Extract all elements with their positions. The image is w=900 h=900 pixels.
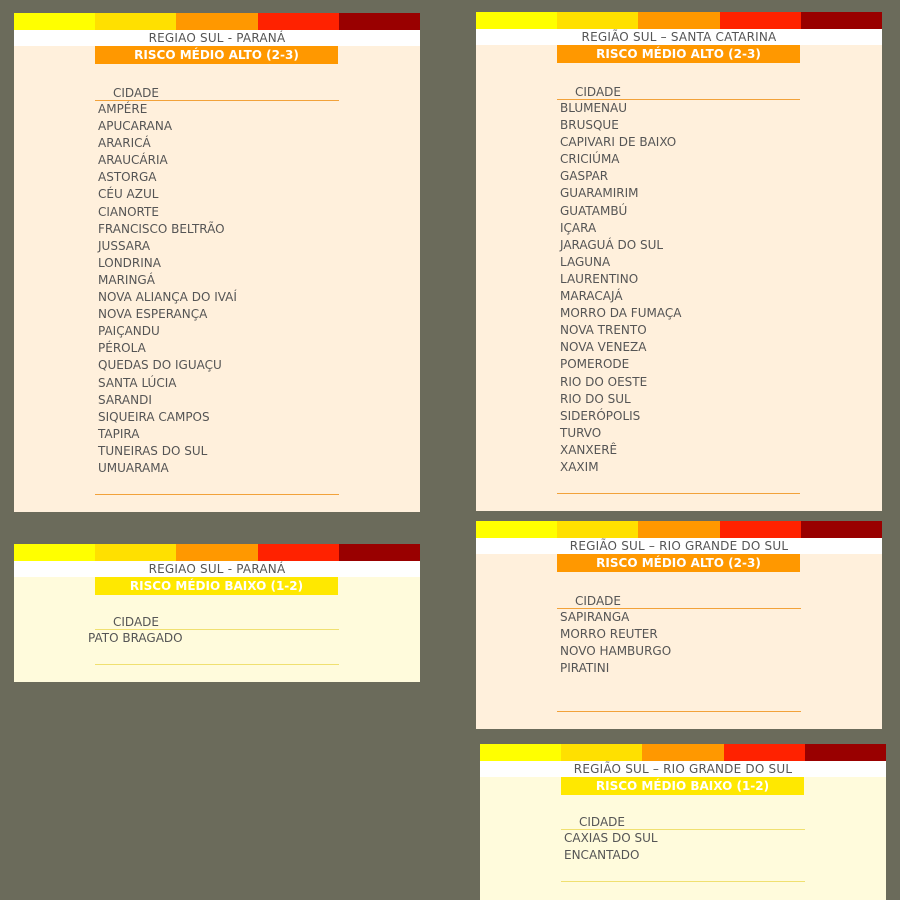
city-list-item: RIO DO OESTE [560, 374, 648, 389]
city-list-item: SARANDI [98, 392, 152, 407]
scale-gold [95, 544, 176, 561]
card-parana-medio-baixo [14, 544, 420, 682]
city-list-item: JUSSARA [98, 238, 151, 253]
scale-yellow [480, 744, 561, 761]
city-list-item: BRUSQUE [560, 118, 619, 133]
city-list-item: POMERODE [560, 357, 630, 372]
city-list-item: GUATAMBÚ [560, 203, 628, 218]
city-list-item: TURVO [560, 425, 602, 440]
risk-label: RISCO MÉDIO ALTO (2-3) [95, 46, 338, 64]
city-list-item: JARAGUÁ DO SUL [560, 237, 664, 252]
city-list-item: LONDRINA [98, 255, 161, 270]
city-list-item: NOVO HAMBURGO [560, 644, 672, 659]
city-list [88, 630, 183, 647]
city-list-item: NOVA ALIANÇA DO IVAÍ [98, 290, 237, 305]
region-title: REGIAO SUL - PARANÁ [14, 30, 420, 46]
city-list-item: PAIÇANDU [98, 324, 160, 339]
city-list-item: BLUMENAU [560, 101, 628, 115]
city-list-item: MORRO DA FUMAÇA [560, 306, 682, 321]
scale-gold [557, 521, 638, 538]
city-list-item: CAPIVARI DE BAIXO [560, 135, 677, 150]
risk-label: RISCO MÉDIO ALTO (2-3) [557, 45, 800, 63]
city-list-item: GUARAMIRIM [560, 186, 639, 201]
region-title: REGIÃO SUL – SANTA CATARINA [476, 29, 882, 45]
city-list [560, 100, 681, 476]
city-list-item: MARACAJÁ [560, 289, 623, 304]
scale-red [724, 744, 805, 761]
city-list-item: CÉU AZUL [98, 187, 159, 202]
city-list-item: NOVA TRENTO [560, 323, 647, 338]
city-list-item: ASTORGA [98, 170, 157, 185]
city-list-item: SIDERÓPOLIS [560, 408, 641, 423]
city-list-item: ARAUCÁRIA [98, 153, 168, 168]
city-list-item: FRANCISCO BELTRÃO [98, 221, 225, 236]
risk-color-scale [476, 521, 882, 538]
scale-yellow [476, 521, 557, 538]
city-list-item: PATO BRAGADO [88, 631, 183, 645]
city-list-item: SAPIRANGA [560, 610, 630, 624]
scale-red [258, 544, 339, 561]
scale-red [720, 12, 801, 29]
city-list-item: CRICIÚMA [560, 152, 620, 167]
scale-orange [176, 13, 257, 30]
scale-yellow [14, 544, 95, 561]
city-list-item: XANXERÊ [560, 442, 618, 457]
card-rio-grande-do-sul-medio-baixo [480, 744, 886, 900]
risk-label: RISCO MÉDIO BAIXO (1-2) [561, 777, 804, 795]
scale-darkred [801, 12, 882, 29]
city-list-item: TUNEIRAS DO SUL [98, 443, 208, 458]
city-list [560, 609, 671, 677]
city-list-item: ARARICÁ [98, 136, 151, 151]
scale-red [720, 521, 801, 538]
city-list-item: QUEDAS DO IGUAÇU [98, 358, 222, 373]
scale-gold [561, 744, 642, 761]
city-list-item: XAXIM [560, 459, 599, 474]
city-list-item: NOVA VENEZA [560, 340, 647, 355]
scale-orange [642, 744, 723, 761]
scale-yellow [476, 12, 557, 29]
city-list-item: SIQUEIRA CAMPOS [98, 409, 210, 424]
region-title: REGIÃO SUL – RIO GRANDE DO SUL [480, 761, 886, 777]
city-list-item: CIANORTE [98, 204, 159, 219]
card-santa-catarina-medio-alto [476, 12, 882, 511]
region-title: REGIÃO SUL – RIO GRANDE DO SUL [476, 538, 882, 554]
city-list-item: LAURENTINO [560, 271, 639, 286]
city-list-item: GASPAR [560, 169, 609, 184]
city-list-item: AMPÉRE [98, 102, 148, 116]
risk-color-scale [476, 12, 882, 29]
city-list [98, 101, 237, 477]
list-end-line [561, 881, 805, 882]
city-list-item: CAXIAS DO SUL [564, 831, 658, 845]
city-list-item: LAGUNA [560, 254, 611, 269]
region-title: REGIAO SUL - PARANÁ [14, 561, 420, 577]
city-list-item: APUCARANA [98, 119, 173, 134]
city-list-item: MARINGÁ [98, 272, 155, 287]
city-list-item: UMUARAMA [98, 460, 169, 475]
risk-color-scale [14, 544, 420, 561]
city-list-item: RIO DO SUL [560, 391, 631, 406]
scale-yellow [14, 13, 95, 30]
scale-darkred [339, 13, 420, 30]
scale-orange [176, 544, 257, 561]
city-list-item: IÇARA [560, 220, 597, 235]
scale-orange [638, 12, 719, 29]
scale-darkred [339, 544, 420, 561]
city-list-item: SANTA LÚCIA [98, 375, 177, 390]
column-header-cidade: CIDADE [95, 614, 339, 630]
column-header-cidade: CIDADE [561, 814, 805, 830]
risk-label: RISCO MÉDIO ALTO (2-3) [557, 554, 800, 572]
city-list-item: PÉROLA [98, 341, 146, 356]
risk-label: RISCO MÉDIO BAIXO (1-2) [95, 577, 338, 595]
city-list [564, 830, 658, 864]
list-end-line [95, 664, 339, 665]
city-list-item: MORRO REUTER [560, 627, 658, 642]
list-end-line [95, 494, 339, 495]
scale-red [258, 13, 339, 30]
column-header-cidade: CIDADE [557, 84, 800, 100]
list-end-line [557, 493, 800, 494]
column-header-cidade: CIDADE [557, 593, 801, 609]
risk-color-scale [14, 13, 420, 30]
scale-darkred [805, 744, 886, 761]
city-list-item: TAPIRA [98, 426, 140, 441]
city-list-item: ENCANTADO [564, 848, 640, 863]
card-parana-medio-alto [14, 13, 420, 512]
scale-gold [557, 12, 638, 29]
city-list-item: NOVA ESPERANÇA [98, 307, 208, 322]
city-list-item: PIRATINI [560, 661, 610, 676]
scale-gold [95, 13, 176, 30]
list-end-line [557, 711, 801, 712]
column-header-cidade: CIDADE [95, 85, 339, 101]
scale-darkred [801, 521, 882, 538]
scale-orange [638, 521, 719, 538]
risk-color-scale [480, 744, 886, 761]
card-rio-grande-do-sul-medio-alto [476, 521, 882, 729]
